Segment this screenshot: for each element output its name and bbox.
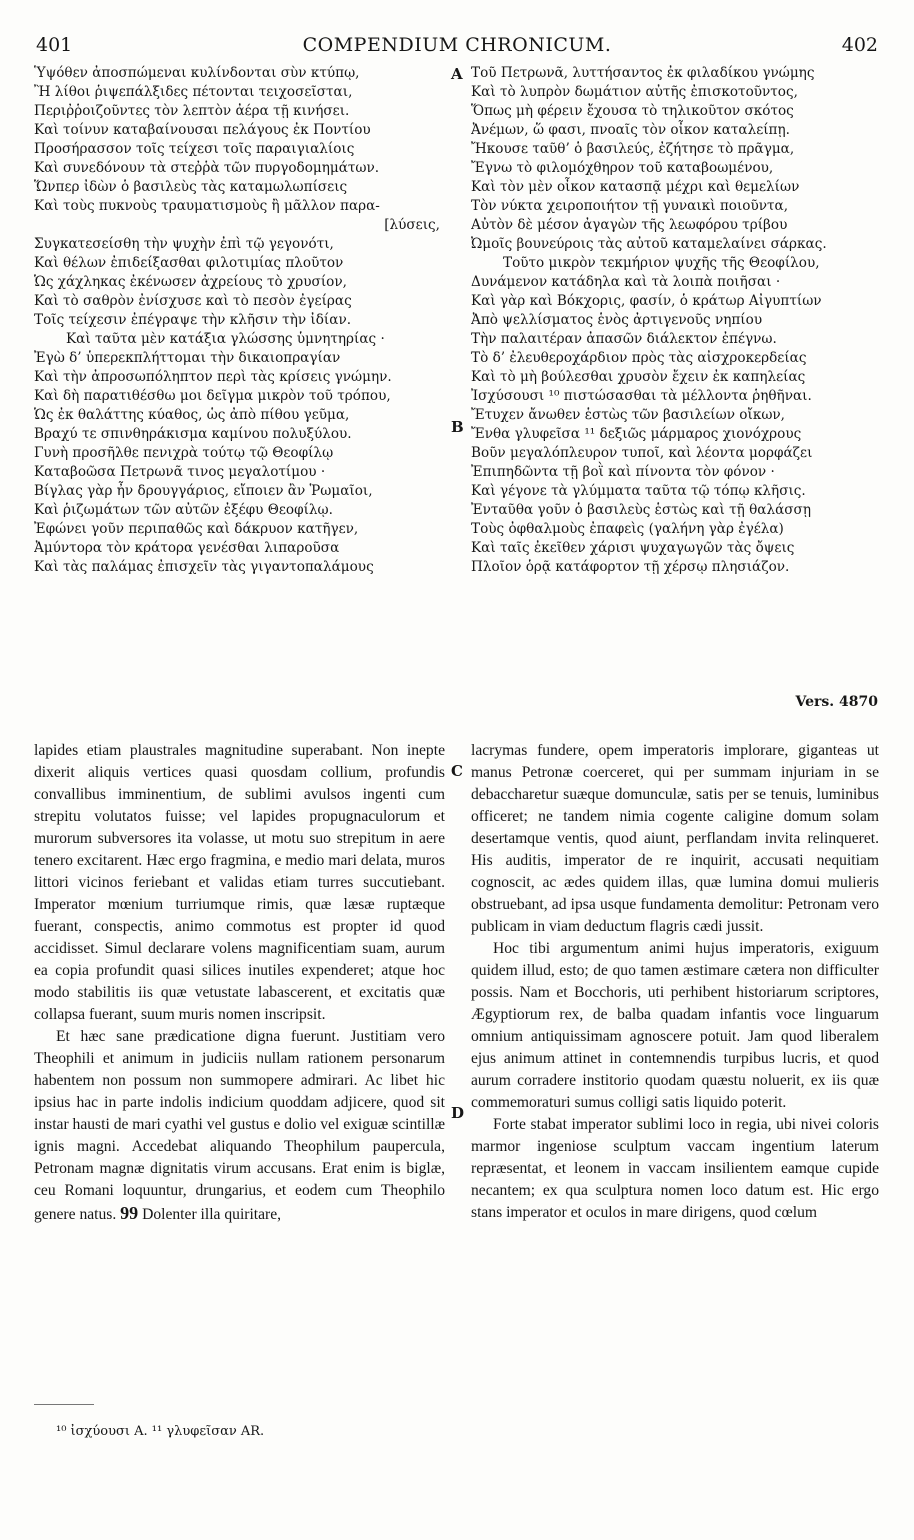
verse-line: Ἐπιπηδῶντα τῇ βοῒ καὶ πίνοντα τὸν φόνον · (471, 464, 775, 480)
latin-paragraph-text: Dolenter illa quiritare, (142, 1206, 282, 1223)
verse-line: Ὡς ἐκ θαλάττης κύαθος, ὡς ἀπὸ πίθου γεῦμα, (34, 407, 350, 423)
verse-line: Τὸν νύκτα χειροποιήτον τῇ γυναικὶ ποιοῦντα, (471, 198, 789, 214)
verse-line: [λύσεις, (384, 217, 440, 233)
verse-line: Καὶ τοὺς πυκνοὺς τραυματισμοὺς ἢ μᾶλλον παρα- (34, 198, 380, 214)
verse-line: Καὶ ταῦτα μὲν κατάξια γλώσσης ὑμνητηρίας · (66, 331, 385, 347)
verse-line: Τοῦτο μικρὸν τεκμήριον ψυχῆς τῆς Θεοφίλου, (503, 255, 820, 271)
latin-translation-column-right (471, 740, 879, 1224)
verse-line: Βραχύ τε σπινθηράκισμα καμίνου πολυξύλου. (34, 426, 352, 442)
verse-line: Τὸ δ’ ἐλευθεροχάρδιον πρὸς τὰς αἰσχροκερδείας (471, 350, 807, 366)
verse-line: Ὥνπερ ἰδὼν ὁ βασιλεὺς τὰς καταμωλωπίσεις (34, 179, 348, 195)
verse-line: Βοῦν μεγαλόπλευρον τυποῖ, καὶ λέοντα μορφάζει (471, 445, 813, 461)
verse-line: Ἐνταῦθα γοῦν ὁ βασιλεὺς ἑστὼς καὶ τῇ θαλάσσῃ (471, 502, 811, 518)
running-header (36, 30, 878, 60)
verse-line: Γυνὴ προσῆλθε πενιχρὰ τούτῳ τῷ Θεοφίλῳ (34, 445, 334, 461)
verse-line: Καὶ τὸ λυπρὸν δωμάτιον αὐτῆς ἐπισκοτοῦντος, (471, 84, 798, 100)
verse-line: Ἔνθα γλυφεῖσα ¹¹ δεξιῶς μάρμαρος χιονόχρους (471, 426, 802, 442)
verse-line: Καὶ ταῖς ἐκεῖθεν χάρισι ψυχαγωγῶν τὰς ὄψεις (471, 540, 795, 556)
latin-paragraph: lacrymas fundere, opem imperatoris implorare, giganteas ut manus Petronæ coerceret, qui per summam injuriam in se debaccharetur suæque domunculæ, satis per se tenuis, luminibus officeret; ne tandem nimia cogente caligine domum solam desertamque ventis, quod aiunt, perflandam invita relinqueret. His auditis, imperator de re inquirit, accusati nequitiam cognoscit, ac ædes quidem illas, quæ lumina domui mulieris obstruebant, ad ipsa usque fundamenta demolitur: Petronam vero publicam in viam deductum flagris cædi jussit. (471, 742, 879, 935)
edition-page-number: 99 (120, 1203, 139, 1223)
verse-line: Καὶ γὰρ καὶ Βόκχορις, φασίν, ὁ κράτωρ Αἰγυπτίων (471, 293, 822, 309)
latin-translation-column-left (34, 740, 445, 1226)
verse-line: Προσήρασσον τοῖς τείχεσι τοῖς παραιγιαλίοις (34, 141, 355, 157)
verse-line: Ἀμύντορα τὸν κράτορα γενέσθαι λιπαροῦσα (34, 540, 340, 556)
greek-verse-column-left (34, 64, 446, 577)
verse-number: Vers. 4870 (795, 694, 878, 710)
latin-paragraph-text: Et hæc sane prædicatione digna fuerunt. Justitiam vero Theophili et animum in judiciis nullam rationem personarum habentem non possum non summopere admirari. Ac libet hic ipsius hac in parte indolis indicium quoddam adjicere, quod sit instar hausti de mari cyathi vel gustus e dolio vel exiguæ scintillæ ignis magni. Accedebat aliquando Theophilum paupercula, Petronam magnæ dignitatis virum accusans. Erat enim is biglæ, ceu Romani loquuntur, drungarius, et eodem cum Theophilo genere natus. (34, 1028, 446, 1223)
verse-line: Καὶ τὸν μὲν οἶκον κατασπᾷ μέχρι καὶ θεμελίων (471, 179, 800, 195)
verse-line: Τοῦ Πετρωνᾶ, λυττήσαντος ἐκ φιλαδίκου γνώμης (471, 65, 815, 81)
verse-line: Βίγλας γὰρ ἦν δρουγγάριος, εἴποιεν ἂν Ῥωμαῖοι, (34, 483, 373, 499)
verse-line: Τοὺς ὀφθαλμοὺς ἐπαφεὶς (γαλήνη γὰρ ἐγέλα) (471, 521, 784, 537)
verse-line: Ὅπως μὴ φέρειν ἔχουσα τὸ τηλικοῦτον σκότος (471, 103, 794, 119)
running-title: COMPENDIUM CHRONICUM. (302, 34, 612, 56)
verse-line: Καὶ τὸ μὴ βούλεσθαι χρυσὸν ἔχειν ἐκ καπηλείας (471, 369, 806, 385)
verse-line: Πλοῖον ὁρᾷ κατάφορτον τῇ χέρσῳ πλησιάζον. (471, 559, 790, 575)
verse-line: Καὶ συνεδόνουν τὰ στεῤῥὰ τῶν πυργοδομημάτων. (34, 160, 380, 176)
verse-line: Τὴν παλαιτέραν ἀπασῶν διάλεκτον ἐπέγνω. (471, 331, 777, 347)
verse-line: Καὶ τοίνυν καταβαίνουσαι πελάγους ἐκ Ποντίου (34, 122, 371, 138)
footnote-rule (34, 1404, 94, 1405)
verse-line: Καὶ δὴ παρατιθέσθω μοι δεῖγμα μικρὸν τοῦ τρόπου, (34, 388, 391, 404)
margin-marker-c: C (451, 762, 463, 780)
verse-line: Αὐτὸν δὲ μέσον ἀγαγὼν τῆς λεωφόρου τρίβου (471, 217, 788, 233)
margin-marker-d: D (451, 1104, 465, 1122)
footnotes: ¹⁰ ἰσχύουσι A. ¹¹ γλυφεῖσαν AR. (56, 1424, 265, 1439)
verse-line: Καὶ ῥιζωμάτων τῶν αὐτῶν ἐξέφυ Θεοφίλῳ. (34, 502, 333, 518)
verse-line: Ὑψόθεν ἀποσπώμεναι κυλίνδονται σὺν κτύπῳ, (34, 65, 360, 81)
verse-line: Ἔτυχεν ἄνωθεν ἑστὼς τῶν βασιλείων οἴκων, (471, 407, 785, 423)
verse-line: Ἀνέμων, ὥ φασι, πνοαῖς τὸν οἶκον καταλείπῃ. (471, 122, 790, 138)
verse-line: Περιῤῥοιζοῦντες τὸν λεπτὸν ἀέρα τῇ κινήσει. (34, 103, 350, 119)
verse-line: Ὡς χάχληκας ἐκένωσεν ἀχρείους τὸ χρυσίον, (34, 274, 347, 290)
latin-paragraph (34, 1026, 445, 1226)
verse-line: Καὶ τὰς παλάμας ἐπισχεῖν τὰς γιγαντοπαλάμους (34, 559, 374, 575)
verse-line: Ὠμοῖς βουνεύροις τὰς αὐτοῦ καταμελαίνει σάρκας. (471, 236, 827, 252)
verse-line: Καὶ θέλων ἐπιδείξασθαι φιλοτιμίας πλοῦτον (34, 255, 344, 271)
latin-paragraph: lapides etiam plaustrales magnitudine superabant. Non inepte dixerit aliquis vertices quasi quosdam collium, profundis convallibus imminentium, de sublimi avulsos ingenti cum strepitu volutatos fuisse; vel lapides propugnaculorum et murorum subversores ita volasse, ut motu suo strepitum in aere tenero excitarent. Hæc ergo fragmina, e medio mari delata, muros littori vicinos feriebant et validas etiam turres succutiebant. Imperator mœnium turriumque rimis, quæ læsæ ruptæque fuerant, conspectis, animo commotus est propter id quod accidisset. Simul declarare volens magnificentiam suam, aurum ea copia profundit quasi silices inutiles expenderet; atque hoc modo stabilitis iis quæ vetustate labascerent, et excitatis quæ collapsa fuerant, suum muris nomen inscripsit. (34, 742, 445, 1023)
verse-line: Ἀπὸ ψελλίσματος ἑνὸς ἀρτιγενοῦς νηπίου (471, 312, 763, 328)
verse-line: Καὶ τὸ σαθρὸν ἐνίσχυσε καὶ τὸ πεσὸν ἐγείρας (34, 293, 352, 309)
verse-line: Ἰσχύσουσι ¹⁰ πιστώσασθαι τὰ μέλλοντα ῥηθῆναι. (471, 388, 812, 404)
latin-paragraph: Hoc tibi argumentum animi hujus imperatoris, exiguum quidem illud, esto; de quo tamen æstimare cætera non difficulter possis. Nam et Bocchoris, uti perhibent historiarum scriptores, Ægyptiorum rex, de balba quadam infantis voce linguarum omnium antiquissimam agnoscere potuit. Jam quod liberalem ejus animum attinet in contemnendis turpibus lucris, et quod aurum corradere institorio quodam quæstu noluerit, ex iis quæ commemoraturi sumus colligi satis liquido poterit. (471, 940, 879, 1111)
verse-line: Ἔγνω τὸ φιλομόχθηρον τοῦ καταβοωμένου, (471, 160, 774, 176)
verse-line: Καταβοῶσα Πετρωνᾶ τινος μεγαλοτίμου · (34, 464, 326, 480)
margin-marker-b: B (451, 418, 464, 436)
verse-line: Ἐγὼ δ’ ὑπερεκπλήττομαι τὴν δικαιοπραγίαν (34, 350, 341, 366)
margin-marker-a: A (451, 65, 463, 83)
verse-line: Τοῖς τείχεσιν ἐπέγραψε τὴν κλῆσιν τὴν ἰδίαν. (34, 312, 352, 328)
verse-line: Δυνάμενον κατάδηλα καὶ τὰ λοιπὰ ποιῆσαι · (471, 274, 781, 290)
verse-line: Συγκατεσείσθη τὴν ψυχὴν ἐπὶ τῷ γεγονότι, (34, 236, 334, 252)
latin-paragraph: Forte stabat imperator sublimi loco in regia, ubi nivei coloris marmor ingeniose sculptum vaccam ingentium laterum repræsentat, et leonem in vaccam insilientem eamque cupide necantem; ex qua sculptura nomen loco datum est. Hic ergo stans imperator et oculos in mare dirigens, quod cœlum (471, 1116, 879, 1221)
verse-line: Καὶ τὴν ἀπροσωπόληπτον περὶ τὰς κρίσεις γνώμην. (34, 369, 392, 385)
verse-line: Ἤκουσε ταῦθ’ ὁ βασιλεύς, ἐζήτησε τὸ πρᾶγμα, (471, 141, 795, 157)
page-number-right: 402 (841, 34, 878, 56)
verse-line: Καὶ γέγονε τὰ γλύμματα ταῦτα τῷ τόπῳ κλῆσις. (471, 483, 806, 499)
verse-line: Ἢ λίθοι ῥιψεπάλξιδες πέτονται τειχοσεῖσται, (34, 84, 353, 100)
verse-line: Ἐφώνει γοῦν περιπαθῶς καὶ δάκρυον κατῆγεν, (34, 521, 359, 537)
greek-verse-column-right (471, 64, 879, 577)
page-number-left: 401 (36, 34, 73, 56)
